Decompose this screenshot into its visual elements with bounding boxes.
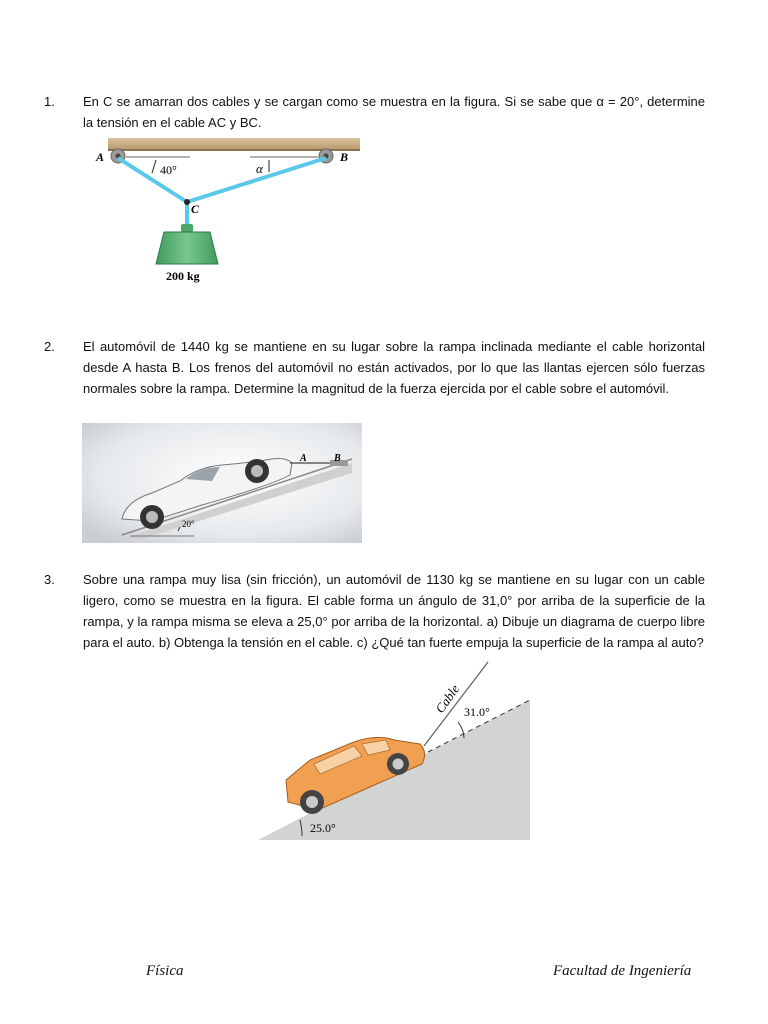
weight-block (156, 232, 218, 264)
angle-40: 40° (160, 163, 177, 177)
cable-angle: 31.0° (464, 705, 490, 719)
label-b: B (334, 453, 341, 464)
ceiling (108, 138, 360, 149)
ramp-angle: 25.0° (310, 821, 336, 835)
label-a: A (300, 453, 307, 464)
footer-left: Física (146, 963, 184, 979)
label-a: A (96, 150, 105, 164)
problem-number: 3. (44, 572, 55, 587)
problem-text: Sobre una rampa muy lisa (sin fricción), un automóvil de 1130 kg se mantiene en su lugar con un cable ligero, como se muestra en la figura. El cable forma un ángulo de 31,0° por arriba de la superficie de la rampa, y la rampa misma se eleva a 25,0° por arriba de la horizontal. a) Dibuje un diagrama de cuerpo libre para el auto. b) Obtenga la tensión en el cable. c) ¿Qué tan fuerte empuja la superficie de la rampa al auto? (83, 572, 705, 650)
label-c: C (191, 202, 200, 216)
figure-car-ramp-25 (258, 660, 533, 842)
footer-right: Facultad de Ingeniería (553, 963, 692, 979)
mass-label: 200 kg (166, 269, 200, 283)
problem-text: El automóvil de 1440 kg se mantiene en su lugar sobre la rampa inclinada mediante el cable horizontal desde A hasta B. Los frenos del automóvil no están activados, por lo que las llantas ejercen sólo fuerzas normales sobre la rampa. Determine la magnitud de la fuerza ejercida por el cable sobre el automóvil. (83, 339, 705, 396)
problem-number: 2. (44, 339, 55, 354)
knot-c (184, 199, 190, 205)
label-b: B (340, 150, 349, 164)
angle-20: 20° (182, 519, 195, 529)
problem-number: 1. (44, 94, 55, 109)
cable-label: Cable (432, 681, 463, 716)
figure-car-ramp-20 (82, 423, 362, 543)
figure-cables-weight (90, 136, 370, 288)
angle-alpha: α (256, 161, 263, 176)
problem-text: En C se amarran dos cables y se cargan como se muestra en la figura. Si se sabe que α = 20°, determine la tensión en el cable AC y BC. (83, 94, 705, 130)
